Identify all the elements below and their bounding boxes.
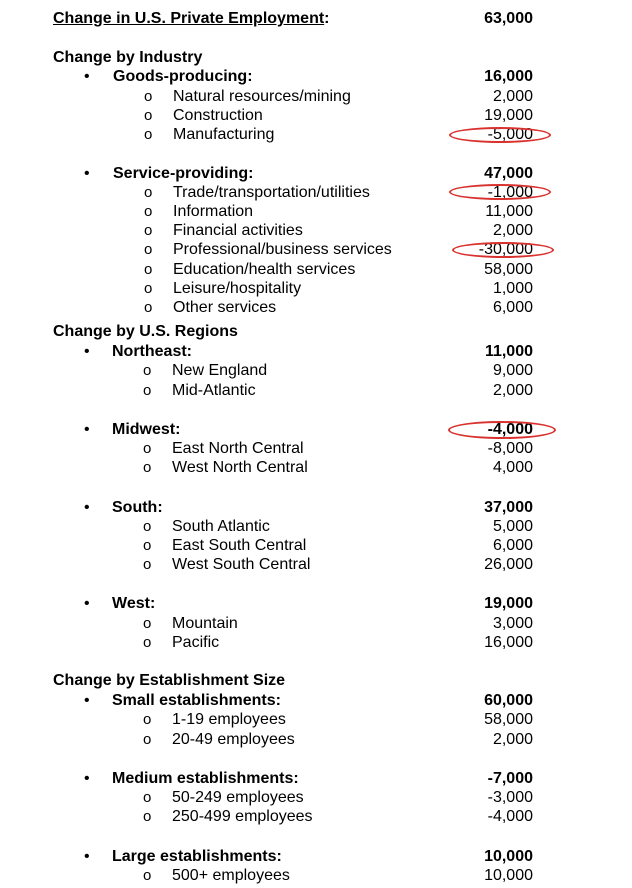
sub-marker: o [144, 184, 153, 201]
sub-marker: o [143, 789, 152, 806]
item-label: Leisure/hospitality [173, 280, 302, 297]
medium-value: -7,000 [487, 770, 533, 787]
highlight-oval-midwest [448, 421, 556, 439]
item-value: -5,000 [487, 126, 533, 143]
bullet-marker: • [84, 848, 90, 865]
goods-row [0, 67, 632, 87]
item-value: 16,000 [484, 634, 533, 651]
sub-marker: o [143, 518, 152, 535]
item-value: 4,000 [492, 459, 533, 476]
sub-marker: o [144, 261, 153, 278]
item-value: 19,000 [484, 107, 533, 124]
bullet-marker: • [84, 68, 90, 85]
bullet-marker: • [84, 343, 90, 360]
item-label: Information [173, 203, 254, 220]
medium-row [0, 769, 632, 789]
item-label: Trade/transportation/utilities [173, 184, 370, 201]
bullet-marker: • [84, 165, 90, 182]
item-value: 26,000 [484, 556, 533, 573]
goods-value: 16,000 [484, 68, 533, 85]
item-label: Other services [173, 299, 277, 316]
item-value: -4,000 [487, 808, 533, 825]
item-label: Mid-Atlantic [172, 382, 256, 399]
item-value: 2,000 [492, 88, 533, 105]
item-label: East North Central [172, 440, 304, 457]
page-title: Change in U.S. Private Employment [53, 10, 325, 27]
item-value: 6,000 [492, 299, 533, 316]
south-value: 37,000 [484, 499, 533, 516]
large-row [0, 847, 632, 867]
item-label: Pacific [172, 634, 220, 651]
sub-marker: o [143, 440, 152, 457]
item-value: 58,000 [484, 261, 533, 278]
item-label: 1-19 employees [172, 711, 286, 728]
sub-marker: o [143, 556, 152, 573]
highlight-oval-trade [449, 184, 551, 200]
item-value: 6,000 [492, 537, 533, 554]
highlight-oval-manufacturing [449, 127, 551, 143]
northeast-row [0, 342, 632, 362]
item-value: -3,000 [487, 789, 533, 806]
item-value: 9,000 [492, 362, 533, 379]
west-row [0, 594, 632, 614]
list-item [0, 807, 632, 827]
west-value: 19,000 [484, 595, 533, 612]
large-value: 10,000 [484, 848, 533, 865]
item-label: Professional/business services [173, 241, 392, 258]
sub-marker: o [143, 382, 152, 399]
list-item [0, 106, 632, 126]
list-item [0, 633, 632, 653]
item-label: Financial activities [173, 222, 303, 239]
sub-marker: o [143, 537, 152, 554]
item-value: -1,000 [487, 184, 533, 201]
regions-heading-row [0, 322, 632, 342]
list-item [0, 260, 632, 280]
midwest-value: -4,000 [487, 421, 533, 438]
sub-marker: o [144, 107, 153, 124]
list-item [0, 87, 632, 107]
list-item [0, 202, 632, 222]
sub-marker: o [143, 808, 152, 825]
list-item [0, 517, 632, 537]
item-value: 1,000 [492, 280, 533, 297]
bullet-marker: • [84, 692, 90, 709]
highlight-oval-professional [452, 242, 554, 258]
goods-label: Goods-producing: [113, 68, 253, 85]
industry-heading-row [0, 48, 632, 68]
item-value: 11,000 [485, 203, 533, 220]
sub-marker: o [143, 711, 152, 728]
item-value: 10,000 [484, 867, 533, 884]
small-row [0, 691, 632, 711]
midwest-label: Midwest: [112, 421, 181, 438]
list-item [0, 458, 632, 478]
list-item [0, 730, 632, 750]
medium-label: Medium establishments: [112, 770, 299, 787]
small-label: Small establishments: [112, 692, 281, 709]
list-item [0, 361, 632, 381]
item-label: 250-499 employees [172, 808, 313, 825]
item-label: South Atlantic [172, 518, 270, 535]
sub-marker: o [144, 126, 153, 143]
sub-marker: o [143, 634, 152, 651]
northeast-label: Northeast: [112, 343, 193, 360]
item-label: Construction [173, 107, 263, 124]
sub-marker: o [143, 731, 152, 748]
item-value: -30,000 [478, 241, 533, 258]
item-label: Manufacturing [173, 126, 275, 143]
title-row: Change in U.S. Private Employment: 63,000 [53, 10, 533, 27]
list-item [0, 555, 632, 575]
service-value: 47,000 [484, 165, 533, 182]
item-label: Natural resources/mining [173, 88, 351, 105]
section-heading-industry: Change by Industry [53, 49, 203, 66]
bullet-marker: • [84, 421, 90, 438]
item-label: 50-249 employees [172, 789, 304, 806]
south-row [0, 498, 632, 518]
sub-marker: o [144, 241, 153, 258]
list-item [0, 788, 632, 808]
item-label: Mountain [172, 615, 238, 632]
south-label: South: [112, 499, 163, 516]
total-value: 63,000 [484, 10, 533, 27]
item-value: 58,000 [484, 711, 533, 728]
large-label: Large establishments: [112, 848, 282, 865]
list-item [0, 298, 632, 318]
list-item [0, 381, 632, 401]
item-label: 500+ employees [172, 867, 290, 884]
sub-marker: o [143, 459, 152, 476]
sub-marker: o [144, 299, 153, 316]
item-label: East South Central [172, 537, 307, 554]
sub-marker: o [143, 867, 152, 884]
item-label: Education/health services [173, 261, 356, 278]
size-heading-row [0, 671, 632, 691]
small-value: 60,000 [484, 692, 533, 709]
northeast-value: 11,000 [484, 343, 533, 360]
item-label: New England [172, 362, 268, 379]
item-value: 3,000 [492, 615, 533, 632]
item-label: 20-49 employees [172, 731, 295, 748]
sub-marker: o [143, 615, 152, 632]
bullet-marker: • [84, 770, 90, 787]
sub-marker: o [143, 362, 152, 379]
list-item [0, 221, 632, 241]
item-value: 2,000 [492, 731, 533, 748]
sub-marker: o [144, 203, 153, 220]
bullet-marker: • [84, 499, 90, 516]
list-item [0, 439, 632, 459]
service-label: Service-providing: [113, 165, 254, 182]
sub-marker: o [144, 88, 153, 105]
item-label: West South Central [172, 556, 311, 573]
list-item [0, 866, 632, 886]
item-value: 2,000 [492, 382, 533, 399]
sub-marker: o [144, 280, 153, 297]
list-item [0, 536, 632, 556]
list-item [0, 614, 632, 634]
list-item [0, 710, 632, 730]
item-value: 5,000 [492, 518, 533, 535]
bullet-marker: • [84, 595, 90, 612]
section-heading-regions: Change by U.S. Regions [53, 323, 238, 340]
service-row [0, 164, 632, 184]
section-heading-size: Change by Establishment Size [53, 672, 286, 689]
item-label: West North Central [172, 459, 308, 476]
item-value: 2,000 [492, 222, 533, 239]
item-value: -8,000 [487, 440, 533, 457]
list-item [0, 279, 632, 299]
west-label: West: [112, 595, 156, 612]
sub-marker: o [144, 222, 153, 239]
